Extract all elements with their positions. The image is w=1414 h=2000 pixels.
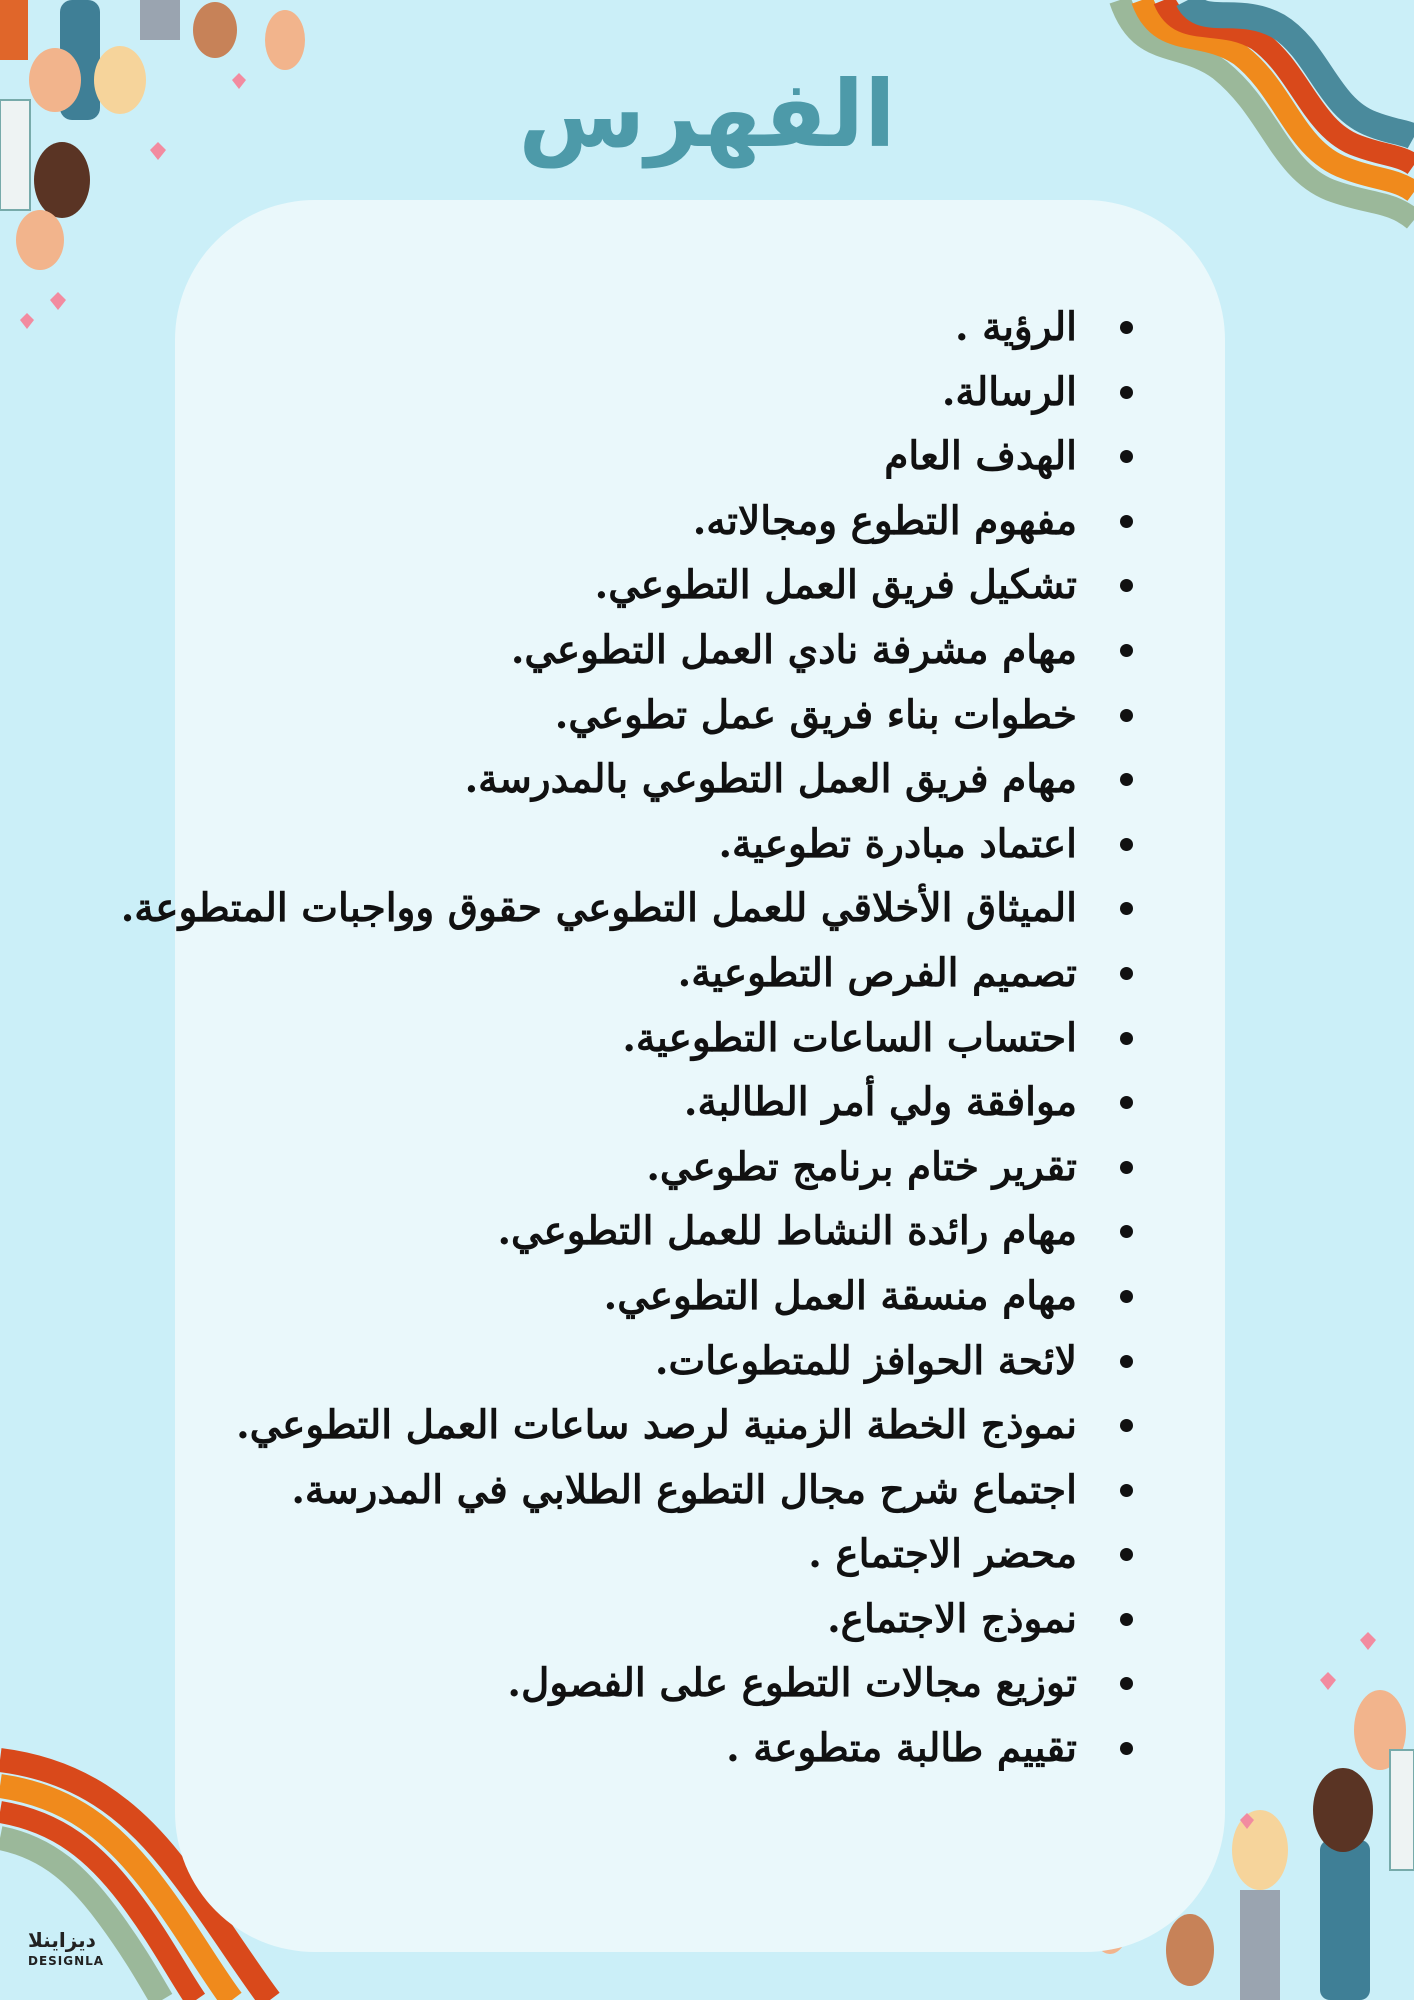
toc-item-label: اعتماد مبادرة تطوعية. — [718, 820, 1077, 867]
bullet-icon — [1120, 1484, 1133, 1497]
toc-item — [55, 1587, 1115, 1652]
bullet-icon — [1120, 1742, 1133, 1755]
toc-item — [55, 1716, 1115, 1781]
bullet-icon — [1120, 386, 1133, 399]
toc-item-label: مهام رائدة النشاط للعمل التطوعي. — [497, 1208, 1077, 1255]
toc-item — [55, 747, 1115, 812]
bullet-icon — [1120, 1032, 1133, 1045]
toc-item — [55, 1458, 1115, 1523]
toc-item — [55, 941, 1115, 1006]
toc-item-label: تصميم الفرص التطوعية. — [677, 949, 1077, 996]
toc-item-label: اجتماع شرح مجال التطوع الطلابي في المدرسة. — [291, 1466, 1077, 1513]
toc-item-label: تقرير ختام برنامج تطوعي. — [646, 1143, 1077, 1190]
toc-item — [55, 360, 1115, 425]
toc-item — [55, 1264, 1115, 1329]
toc-item-label: مهام منسقة العمل التطوعي. — [603, 1272, 1077, 1319]
toc-item — [55, 489, 1115, 554]
toc-item — [55, 1651, 1115, 1716]
toc-item-label: الهدف العام — [884, 433, 1077, 480]
toc-item — [55, 618, 1115, 683]
logo-arabic-text: ديزاينلا — [28, 1928, 96, 1952]
designla-logo — [28, 1928, 138, 1980]
toc-item — [55, 1522, 1115, 1587]
toc-item-label: مهام مشرفة نادي العمل التطوعي. — [510, 626, 1077, 673]
toc-item-label: احتساب الساعات التطوعية. — [622, 1014, 1077, 1061]
bullet-icon — [1120, 1161, 1133, 1174]
toc-item-label: تقييم طالبة متطوعة . — [726, 1725, 1077, 1772]
page-title: الفهرس — [518, 61, 896, 168]
logo-latin-text: DESIGNLA — [28, 1954, 105, 1968]
toc-item-label: محضر الاجتماع . — [808, 1531, 1077, 1578]
bullet-icon — [1120, 1613, 1133, 1626]
toc-item-label: الرؤية . — [955, 304, 1077, 350]
toc-item — [55, 553, 1115, 618]
toc-item — [55, 876, 1115, 941]
toc-item — [55, 1393, 1115, 1458]
toc-item-label: لائحة الحوافز للمتطوعات. — [654, 1337, 1077, 1384]
toc-item — [55, 1070, 1115, 1135]
bullet-icon — [1120, 644, 1133, 657]
bullet-icon — [1120, 709, 1133, 722]
bullet-icon — [1120, 1355, 1133, 1368]
toc-item-label: توزيع مجالات التطوع على الفصول. — [507, 1660, 1077, 1707]
toc-item-label: نموذج الاجتماع. — [827, 1595, 1077, 1642]
toc-item-label: الميثاق الأخلاقي للعمل التطوعي حقوق وواجبات المتطوعة. — [120, 885, 1077, 932]
toc-item-label: مهام فريق العمل التطوعي بالمدرسة. — [464, 756, 1077, 803]
bullet-icon — [1120, 515, 1133, 528]
toc-item — [55, 812, 1115, 877]
toc-item — [55, 424, 1115, 489]
toc-item-label: موافقة ولي أمر الطالبة. — [683, 1079, 1077, 1126]
toc-item — [55, 1135, 1115, 1200]
toc-item — [55, 295, 1115, 360]
toc-item-label: مفهوم التطوع ومجالاته. — [692, 497, 1077, 544]
toc-item-label: نموذج الخطة الزمنية لرصد ساعات العمل التطوعي. — [236, 1402, 1077, 1449]
bullet-icon — [1120, 967, 1133, 980]
bullet-icon — [1120, 321, 1133, 334]
bullet-icon — [1120, 1290, 1133, 1303]
toc-item-label: الرسالة. — [941, 368, 1077, 415]
toc-item — [55, 1006, 1115, 1071]
table-of-contents-list — [55, 295, 1115, 1781]
toc-item-label: خطوات بناء فريق عمل تطوعي. — [554, 691, 1077, 738]
toc-item-label: تشكيل فريق العمل التطوعي. — [594, 562, 1077, 609]
toc-item — [55, 1199, 1115, 1264]
toc-item — [55, 683, 1115, 748]
bullet-icon — [1120, 1419, 1133, 1432]
toc-item — [55, 1329, 1115, 1394]
bullet-icon — [1120, 838, 1133, 851]
